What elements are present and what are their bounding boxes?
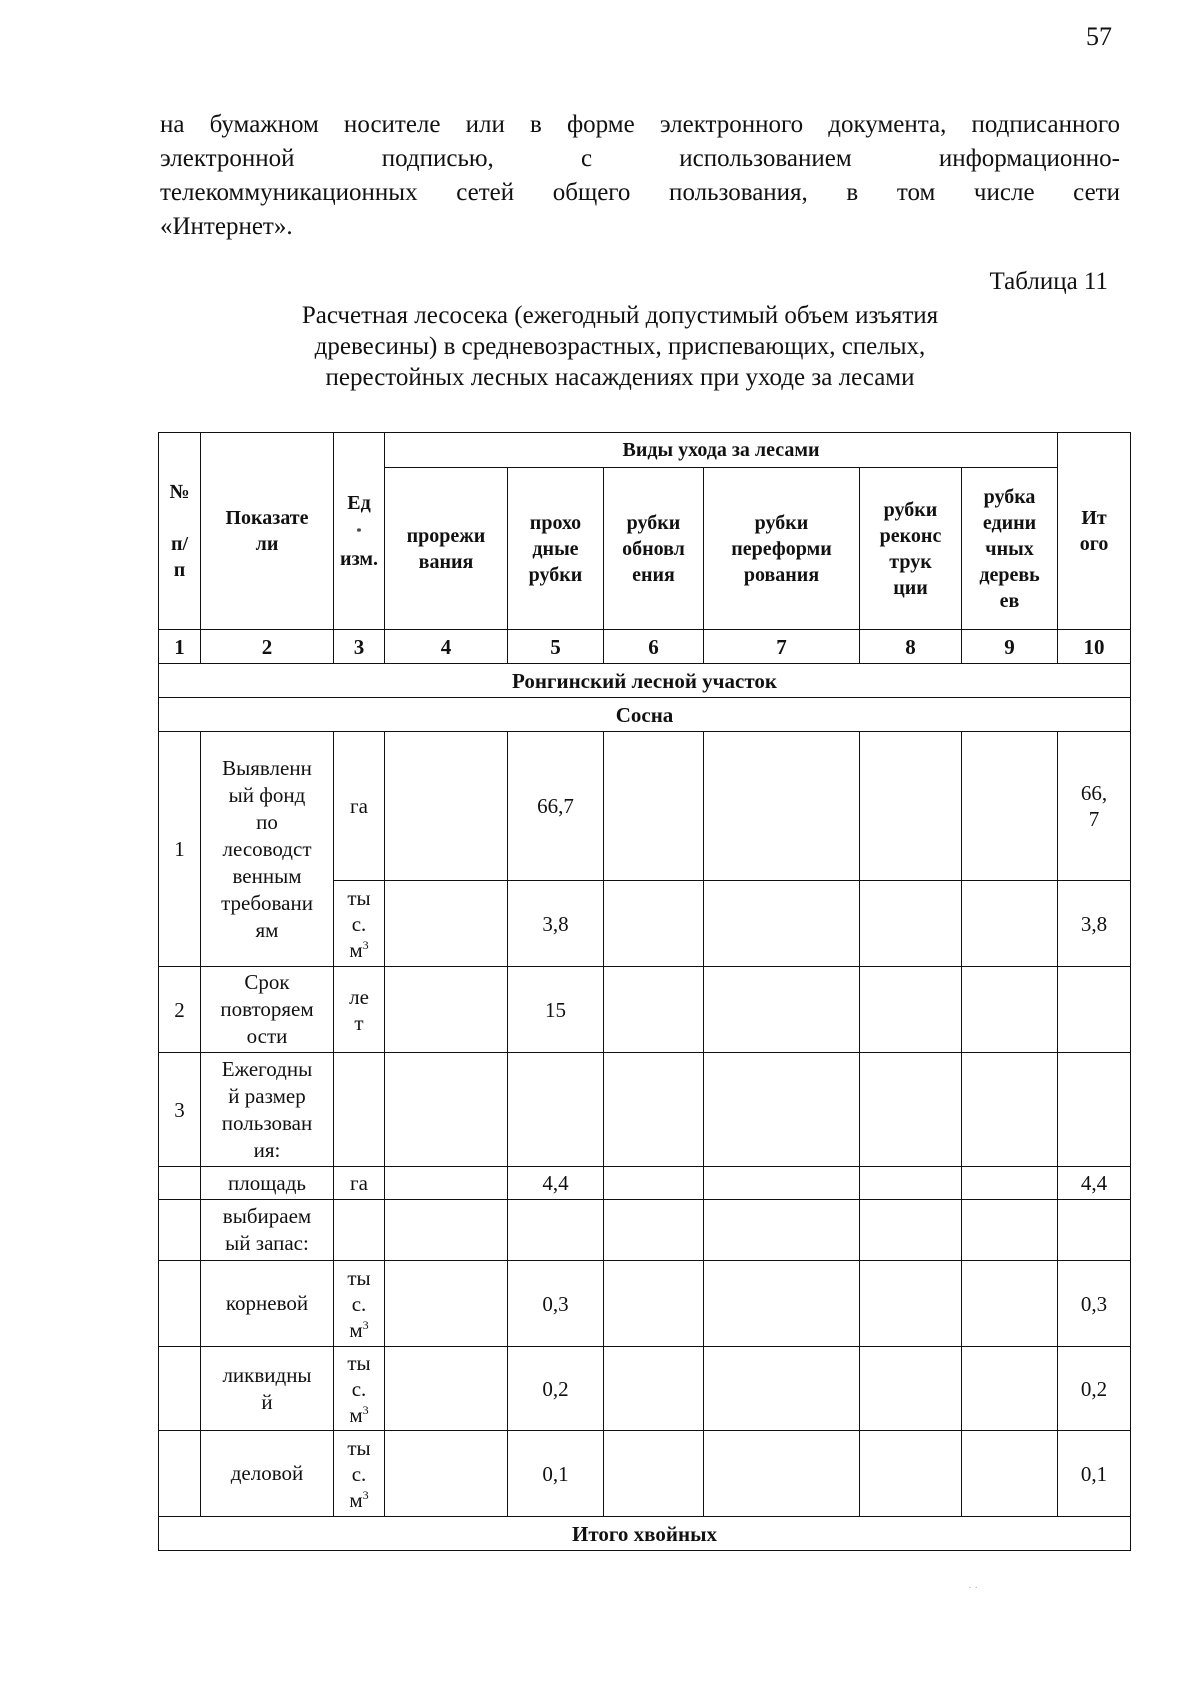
row-unit: ты с. $м^3$: [334, 1347, 385, 1431]
cell-renewal-cutting: [604, 1347, 704, 1431]
row-number: [159, 1167, 201, 1200]
cell-thinning: [385, 1200, 508, 1261]
cell-reformation-cutting: [704, 1200, 860, 1261]
cell-reconstruction-cutting: [860, 1261, 962, 1347]
footer-title: Итого хвойных: [159, 1517, 1131, 1551]
table-label: Таблица 11: [989, 268, 1108, 295]
species-title: Сосна: [159, 698, 1131, 732]
cell-renewal-cutting: [604, 1200, 704, 1261]
table-row: [159, 1347, 1131, 1431]
section-title: Ронгинский лесной участок: [159, 664, 1131, 698]
cell-passage-cutting: 4,4: [508, 1167, 604, 1200]
cell-single-tree-cutting: [962, 1167, 1058, 1200]
header-renewal-cutting: рубки обновл ения: [604, 468, 704, 630]
row-number: [159, 1347, 201, 1431]
table-caption: [200, 300, 1040, 393]
row-indicator: деловой: [201, 1431, 334, 1517]
column-number: 1: [159, 630, 201, 664]
cell-passage-cutting: 0,2: [508, 1347, 604, 1431]
cell-reconstruction-cutting: [860, 1053, 962, 1167]
cell-reconstruction-cutting: [860, 1347, 962, 1431]
cell-thinning: [385, 1261, 508, 1347]
header-unit: Ед * изм.: [334, 433, 385, 630]
intro-line: телекоммуникационных сетей общего пользования, в том числе сети: [160, 179, 1120, 206]
cell-reconstruction-cutting: [860, 1431, 962, 1517]
row-indicator: Выявленн ый фонд по лесоводст венным требовани ям: [201, 732, 334, 967]
row-unit: га: [334, 732, 385, 881]
row-unit: ты с. $м^3$: [334, 1261, 385, 1347]
intro-line: «Интернет».: [160, 213, 293, 240]
cell-thinning: [385, 1167, 508, 1200]
column-numbers-row: [159, 630, 1131, 664]
row-unit: ты с. $м^3$: [334, 881, 385, 967]
table-row: [159, 1053, 1131, 1167]
row-unit: [334, 1200, 385, 1261]
cell-reformation-cutting: [704, 732, 860, 881]
table-row: [159, 1200, 1131, 1261]
cell-passage-cutting: 15: [508, 967, 604, 1053]
column-number: 6: [604, 630, 704, 664]
row-number: [159, 1200, 201, 1261]
caption-line: перестойных лесных насаждениях при уходе за лесами: [325, 364, 915, 391]
table-row: [159, 732, 1131, 881]
column-number: 9: [962, 630, 1058, 664]
intro-paragraph: [160, 108, 1120, 244]
cell-passage-cutting: [508, 1053, 604, 1167]
cell-thinning: [385, 967, 508, 1053]
cell-reconstruction-cutting: [860, 1200, 962, 1261]
cell-renewal-cutting: [604, 1053, 704, 1167]
header-total: Ит ого: [1058, 433, 1131, 630]
cell-reconstruction-cutting: [860, 881, 962, 967]
row-indicator: Срок повторяем ости: [201, 967, 334, 1053]
table-row: [159, 1261, 1131, 1347]
cell-passage-cutting: [508, 1200, 604, 1261]
cell-passage-cutting: 0,1: [508, 1431, 604, 1517]
row-indicator: Ежегодны й размер пользован ия:: [201, 1053, 334, 1167]
cell-reconstruction-cutting: [860, 1167, 962, 1200]
header-single-tree-cutting: рубка едини чных деревь ев: [962, 468, 1058, 630]
table-row: [159, 1431, 1131, 1517]
cell-thinning: [385, 1347, 508, 1431]
row-unit: ты с. $м^3$: [334, 1431, 385, 1517]
cell-total: 0,3: [1058, 1261, 1131, 1347]
row-indicator: площадь: [201, 1167, 334, 1200]
cell-thinning: [385, 1053, 508, 1167]
header-row-number: № п/ п: [159, 433, 201, 630]
row-indicator: корневой: [201, 1261, 334, 1347]
row-number: [159, 1261, 201, 1347]
cell-thinning: [385, 881, 508, 967]
table-row: [159, 967, 1131, 1053]
row-indicator: ликвидны й: [201, 1347, 334, 1431]
page-number: 57: [1086, 22, 1112, 51]
cell-single-tree-cutting: [962, 1053, 1058, 1167]
cell-passage-cutting: 3,8: [508, 881, 604, 967]
cell-total: 66, 7: [1058, 732, 1131, 881]
cutting-area-table: [158, 432, 1131, 1551]
row-unit: ле т: [334, 967, 385, 1053]
cell-thinning: [385, 732, 508, 881]
header-reconstruction-cutting: рубки реконс трук ции: [860, 468, 962, 630]
column-number: 4: [385, 630, 508, 664]
row-unit: га: [334, 1167, 385, 1200]
header-passage-cutting: прохо дные рубки: [508, 468, 604, 630]
cell-reformation-cutting: [704, 1261, 860, 1347]
cell-passage-cutting: 66,7: [508, 732, 604, 881]
cell-reformation-cutting: [704, 1167, 860, 1200]
table-row: [159, 1167, 1131, 1200]
cell-single-tree-cutting: [962, 1347, 1058, 1431]
header-care-types: Виды ухода за лесами: [385, 433, 1058, 468]
cell-renewal-cutting: [604, 881, 704, 967]
cell-renewal-cutting: [604, 1431, 704, 1517]
column-number: 5: [508, 630, 604, 664]
cell-reformation-cutting: [704, 1431, 860, 1517]
cell-reformation-cutting: [704, 1053, 860, 1167]
row-unit: [334, 1053, 385, 1167]
header-indicator: Показате ли: [201, 433, 334, 630]
column-number: 10: [1058, 630, 1131, 664]
scan-mark: · ·: [968, 1582, 979, 1594]
cell-reformation-cutting: [704, 881, 860, 967]
column-number: 3: [334, 630, 385, 664]
cell-total: 3,8: [1058, 881, 1131, 967]
cell-total: [1058, 1200, 1131, 1261]
cell-single-tree-cutting: [962, 732, 1058, 881]
cell-thinning: [385, 1431, 508, 1517]
cell-total: [1058, 967, 1131, 1053]
cell-reformation-cutting: [704, 1347, 860, 1431]
cell-single-tree-cutting: [962, 967, 1058, 1053]
row-number: 1: [159, 732, 201, 967]
cell-renewal-cutting: [604, 1261, 704, 1347]
column-number: 7: [704, 630, 860, 664]
header-reformation-cutting: рубки переформи рования: [704, 468, 860, 630]
row-number: 2: [159, 967, 201, 1053]
row-number: 3: [159, 1053, 201, 1167]
row-number: [159, 1431, 201, 1517]
cell-renewal-cutting: [604, 1167, 704, 1200]
cell-single-tree-cutting: [962, 1200, 1058, 1261]
cell-reconstruction-cutting: [860, 967, 962, 1053]
caption-line: древесины) в средневозрастных, приспевающих, спелых,: [314, 333, 926, 360]
cell-total: 0,1: [1058, 1431, 1131, 1517]
cell-reformation-cutting: [704, 967, 860, 1053]
cell-passage-cutting: 0,3: [508, 1261, 604, 1347]
cell-reconstruction-cutting: [860, 732, 962, 881]
caption-line: Расчетная лесосека (ежегодный допустимый объем изъятия: [301, 302, 939, 329]
column-number: 2: [201, 630, 334, 664]
row-indicator: выбираем ый запас:: [201, 1200, 334, 1261]
cell-single-tree-cutting: [962, 1261, 1058, 1347]
intro-line: на бумажном носителе или в форме электронного документа, подписанного: [160, 111, 1120, 138]
column-number: 8: [860, 630, 962, 664]
cell-total: 4,4: [1058, 1167, 1131, 1200]
header-thinning: прорежи вания: [385, 468, 508, 630]
cell-single-tree-cutting: [962, 1431, 1058, 1517]
cell-total: [1058, 1053, 1131, 1167]
cell-renewal-cutting: [604, 732, 704, 881]
intro-line: электронной подписью, с использованием информационно-: [160, 145, 1120, 172]
cell-renewal-cutting: [604, 967, 704, 1053]
cell-single-tree-cutting: [962, 881, 1058, 967]
cell-total: 0,2: [1058, 1347, 1131, 1431]
